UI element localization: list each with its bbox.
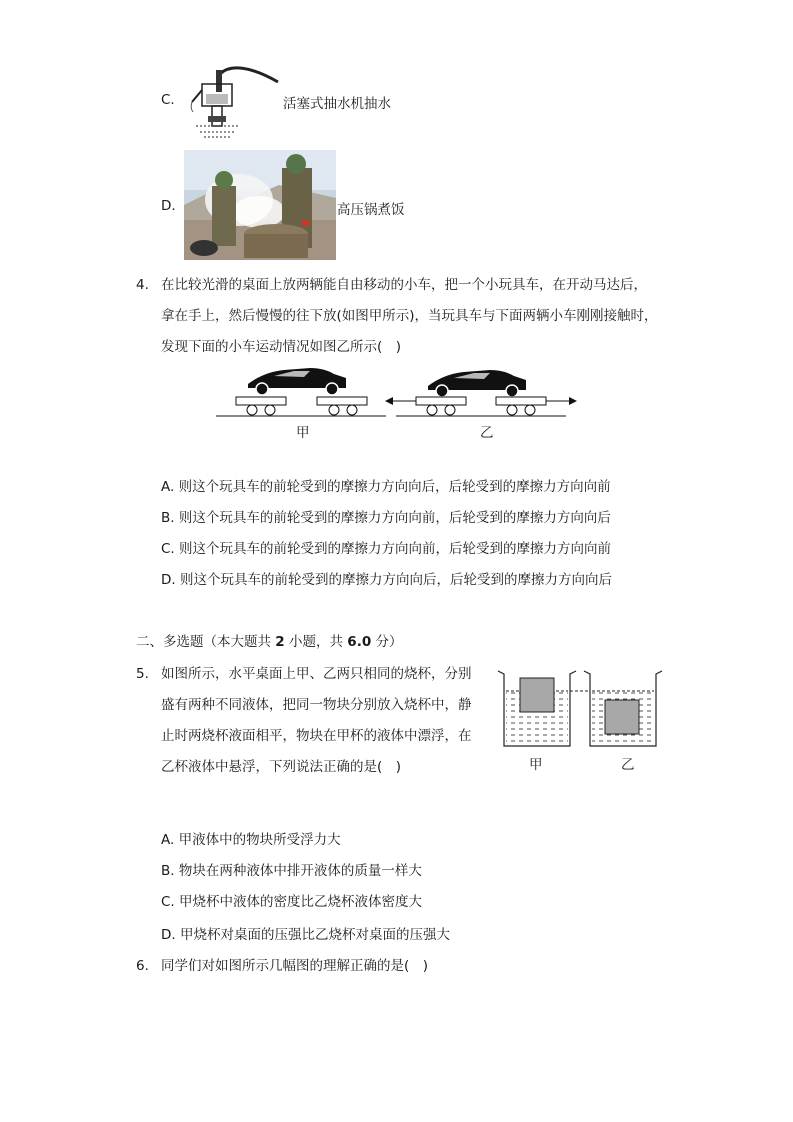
q5-stem-line-4: 乙杯液体中悬浮，下列说法正确的是( ) — [161, 759, 402, 775]
section-heading-score: 6.0 — [347, 634, 372, 650]
q5-stem-line-2: 盛有两种不同液体，把同一物块分别放入烧杯中，静 — [161, 697, 472, 713]
section-heading — [136, 632, 403, 652]
section-heading-prefix: 二、多选题（本大题共 — [136, 634, 276, 650]
q5-figure-label-yi: 乙 — [621, 757, 635, 773]
pressure-cooker-photo — [184, 150, 336, 260]
q4-option-b[interactable]: B. 则这个玩具车的前轮受到的摩擦力方向向前，后轮受到的摩擦力方向向后 — [161, 510, 611, 526]
q4-figure-label-yi: 乙 — [480, 425, 494, 441]
q4-number: 4. — [136, 277, 149, 293]
q4-option-d[interactable]: D. 则这个玩具车的前轮受到的摩擦力方向向后，后轮受到的摩擦力方向向后 — [161, 572, 612, 588]
q4-option-c[interactable]: C. 则这个玩具车的前轮受到的摩擦力方向向前，后轮受到的摩擦力方向向前 — [161, 541, 612, 557]
q5-number: 5. — [136, 666, 149, 682]
toy-car-left-icon — [248, 368, 346, 395]
option-c-letter: C. — [161, 92, 175, 108]
option-c-caption: 活塞式抽水机抽水 — [283, 96, 391, 112]
q4-toy-car-diagram — [214, 362, 584, 440]
q5-option-d[interactable]: D. 甲烧杯对桌面的压强比乙烧杯对桌面的压强大 — [161, 927, 450, 943]
q4-figure-label-jia: 甲 — [296, 425, 310, 441]
q5-stem-line-1: 如图所示，水平桌面上甲、乙两只相同的烧杯，分别 — [161, 666, 472, 682]
toy-car-right-icon — [428, 370, 526, 397]
section-heading-suffix: 分） — [371, 634, 403, 650]
q5-option-a[interactable]: A. 甲液体中的物块所受浮力大 — [161, 832, 341, 848]
q6-stem: 同学们对如图所示几幅图的理解正确的是( ) — [161, 958, 429, 974]
q5-beaker-diagram — [494, 666, 664, 752]
section-heading-count: 2 — [275, 634, 285, 650]
q4-stem-line-1: 在比较光滑的桌面上放两辆能自由移动的小车，把一个小玩具车，在开动马达后， — [161, 277, 647, 293]
option-d-caption: 高压锅煮饭 — [337, 202, 405, 218]
q4-stem-line-3: 发现下面的小车运动情况如图乙所示( ) — [161, 339, 402, 355]
q5-figure-label-jia: 甲 — [529, 757, 543, 773]
q4-stem-line-2: 拿在手上，然后慢慢的往下放(如图甲所示)，当玩具车与下面两辆小车刚刚接触时， — [161, 308, 658, 324]
q6-number: 6. — [136, 958, 149, 974]
option-d-letter: D. — [161, 198, 176, 214]
q5-option-c[interactable]: C. 甲烧杯中液体的密度比乙烧杯液体密度大 — [161, 894, 423, 910]
q5-option-b[interactable]: B. 物块在两种液体中排开液体的质量一样大 — [161, 863, 422, 879]
q4-option-a[interactable]: A. 则这个玩具车的前轮受到的摩擦力方向向后，后轮受到的摩擦力方向向前 — [161, 479, 611, 495]
section-heading-middle: 小题，共 — [284, 634, 348, 650]
q5-stem-line-3: 止时两烧杯液面相平，物块在甲杯的液体中漂浮，在 — [161, 728, 472, 744]
pump-illustration — [190, 62, 282, 140]
